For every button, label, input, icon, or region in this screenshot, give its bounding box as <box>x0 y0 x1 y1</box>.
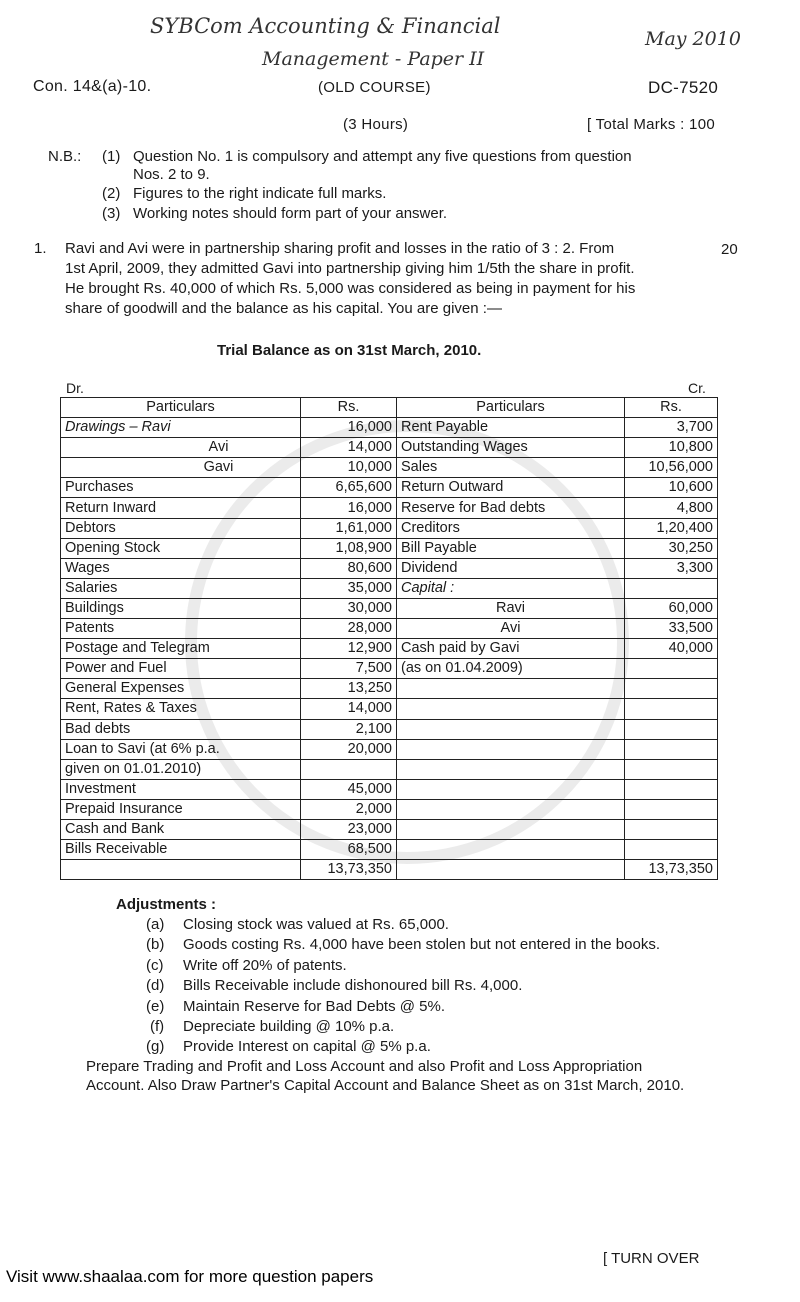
cr-particular <box>397 719 625 739</box>
dr-particular: Avi <box>61 438 301 458</box>
cr-particular <box>397 799 625 819</box>
dr-amount: 13,250 <box>301 679 397 699</box>
note-text: Question No. 1 is compulsory and attempt any five questions from question <box>133 148 632 165</box>
cr-amount: 33,500 <box>625 619 718 639</box>
adjustment-text: Closing stock was valued at Rs. 65,000. <box>183 916 449 933</box>
dr-amount: 14,000 <box>301 699 397 719</box>
cr-total: 13,73,350 <box>625 860 718 880</box>
cr-particular <box>397 699 625 719</box>
cr-amount: 30,250 <box>625 538 718 558</box>
table-row <box>61 659 718 679</box>
dr-amount: 28,000 <box>301 619 397 639</box>
adjustment-text: Provide Interest on capital @ 5% p.a. <box>183 1038 431 1055</box>
table-row <box>61 779 718 799</box>
dr-amount: 16,000 <box>301 498 397 518</box>
adjustment-text: Maintain Reserve for Bad Debts @ 5%. <box>183 998 446 1015</box>
footer-link[interactable]: Visit www.shaalaa.com for more question papers <box>6 1267 374 1286</box>
dr-particular: Bad debts <box>61 719 301 739</box>
cr-particular <box>397 840 625 860</box>
dr-particular: Wages <box>61 558 301 578</box>
instruction-line: Account. Also Draw Partner's Capital Account and Balance Sheet as on 31st March, 2010. <box>86 1077 685 1094</box>
dr-amount <box>301 759 397 779</box>
cr-amount: 3,700 <box>625 418 718 438</box>
cr-amount <box>625 799 718 819</box>
adjustments-title: Adjustments : <box>116 896 217 913</box>
dr-particular: Prepaid Insurance <box>61 799 301 819</box>
dr-particular: Power and Fuel <box>61 659 301 679</box>
dr-amount: 1,61,000 <box>301 518 397 538</box>
cr-particular: Dividend <box>397 558 625 578</box>
dr-amount: 45,000 <box>301 779 397 799</box>
trial-balance-table <box>60 397 718 880</box>
adjustment-text: Goods costing Rs. 4,000 have been stolen but not entered in the books. <box>183 936 660 953</box>
question-number: 1. <box>34 240 47 257</box>
course-label: (OLD COURSE) <box>318 79 431 96</box>
cr-particular: Sales <box>397 458 625 478</box>
cr-amount <box>625 679 718 699</box>
cr-particular: Avi <box>397 619 625 639</box>
adjustment-text: Bills Receivable include dishonoured bill Rs. 4,000. <box>183 977 523 994</box>
dr-amount: 30,000 <box>301 598 397 618</box>
dr-amount: 23,000 <box>301 819 397 839</box>
cr-amount <box>625 699 718 719</box>
dr-amount: 10,000 <box>301 458 397 478</box>
adjustment-number: (a) <box>146 916 165 933</box>
cr-amount <box>625 779 718 799</box>
cr-amount: 10,800 <box>625 438 718 458</box>
cr-particular: Reserve for Bad debts <box>397 498 625 518</box>
dr-particular: Opening Stock <box>61 538 301 558</box>
table-row <box>61 498 718 518</box>
adjustment-number: (b) <box>146 936 165 953</box>
cr-particular <box>397 819 625 839</box>
cr-particular <box>397 779 625 799</box>
table-row <box>61 478 718 498</box>
question-line: He brought Rs. 40,000 of which Rs. 5,000 was considered as being in payment for his <box>65 280 636 297</box>
dr-amount: 1,08,900 <box>301 538 397 558</box>
dr-label: Dr. <box>66 380 84 396</box>
table-row <box>61 739 718 759</box>
cr-particular <box>397 759 625 779</box>
dr-particular: Postage and Telegram <box>61 639 301 659</box>
dr-particular: General Expenses <box>61 679 301 699</box>
cr-particular: Creditors <box>397 518 625 538</box>
dr-particular: Bills Receivable <box>61 840 301 860</box>
dr-amount: 16,000 <box>301 418 397 438</box>
duration: (3 Hours) <box>343 116 409 133</box>
cr-amount <box>625 578 718 598</box>
cr-amount <box>625 759 718 779</box>
paper-code: DC-7520 <box>648 78 719 97</box>
handwritten-paper-title: Management - Paper II <box>262 48 485 70</box>
trial-balance-title: Trial Balance as on 31st March, 2010. <box>217 342 482 359</box>
dr-total: 13,73,350 <box>301 860 397 880</box>
cr-particular: Cash paid by Gavi <box>397 639 625 659</box>
cr-amount <box>625 659 718 679</box>
con-number: Con. 14&(a)-10. <box>33 78 152 95</box>
dr-particular: Purchases <box>61 478 301 498</box>
cr-amount: 40,000 <box>625 639 718 659</box>
dr-amount: 68,500 <box>301 840 397 860</box>
column-header: Rs. <box>625 398 718 418</box>
cr-particular: Outstanding Wages <box>397 438 625 458</box>
cr-particular: Return Outward <box>397 478 625 498</box>
question-line: 1st April, 2009, they admitted Gavi into partnership giving him 1/5th the share in profit. <box>65 260 635 277</box>
note-text: Working notes should form part of your answer. <box>133 205 448 222</box>
cr-particular: Bill Payable <box>397 538 625 558</box>
table-row <box>61 598 718 618</box>
dr-amount: 2,100 <box>301 719 397 739</box>
adjustment-number: (f) <box>150 1018 165 1035</box>
table-row <box>61 418 718 438</box>
question-line: share of goodwill and the balance as his capital. You are given :— <box>65 300 502 317</box>
dr-particular: Drawings – Ravi <box>61 418 301 438</box>
dr-particular: Rent, Rates & Taxes <box>61 699 301 719</box>
table-row <box>61 558 718 578</box>
table-row <box>61 458 718 478</box>
table-row <box>61 840 718 860</box>
table-total-row <box>61 860 718 880</box>
cr-particular: Capital : <box>397 578 625 598</box>
dr-amount: 7,500 <box>301 659 397 679</box>
question-line: Ravi and Avi were in partnership sharing profit and losses in the ratio of 3 : 2. From <box>65 240 615 257</box>
adjustment-number: (c) <box>146 957 164 974</box>
nb-label: N.B.: <box>48 148 82 165</box>
dr-particular: Investment <box>61 779 301 799</box>
instruction-line: Prepare Trading and Profit and Loss Account and also Profit and Loss Appropriation <box>86 1058 643 1075</box>
adjustment-number: (e) <box>146 998 165 1015</box>
cr-particular: (as on 01.04.2009) <box>397 659 625 679</box>
cr-particular <box>397 679 625 699</box>
note-number: (1) <box>102 148 121 165</box>
table-row <box>61 719 718 739</box>
adjustment-text: Write off 20% of patents. <box>183 957 347 974</box>
note-number: (2) <box>102 185 121 202</box>
cr-amount: 1,20,400 <box>625 518 718 538</box>
table-row <box>61 578 718 598</box>
table-row <box>61 438 718 458</box>
cr-particular: Rent Payable <box>397 418 625 438</box>
dr-particular: Return Inward <box>61 498 301 518</box>
cr-amount: 3,300 <box>625 558 718 578</box>
table-row <box>61 819 718 839</box>
table-row <box>61 538 718 558</box>
dr-particular: Patents <box>61 619 301 639</box>
note-text-continued: Nos. 2 to 9. <box>133 166 210 183</box>
table-row <box>61 799 718 819</box>
column-header: Particulars <box>397 398 625 418</box>
cr-particular: Ravi <box>397 598 625 618</box>
table-header-row <box>61 398 718 418</box>
handwritten-course-title: SYBCom Accounting & Financial <box>150 14 501 38</box>
dr-particular: Loan to Savi (at 6% p.a. <box>61 739 301 759</box>
adjustment-number: (d) <box>146 977 165 994</box>
table-row <box>61 619 718 639</box>
handwritten-date: May 2010 <box>645 28 741 50</box>
cr-amount <box>625 840 718 860</box>
table-row <box>61 759 718 779</box>
dr-amount: 14,000 <box>301 438 397 458</box>
cr-amount: 4,800 <box>625 498 718 518</box>
dr-particular: Salaries <box>61 578 301 598</box>
dr-amount: 6,65,600 <box>301 478 397 498</box>
note-text: Figures to the right indicate full marks. <box>133 185 387 202</box>
adjustment-text: Depreciate building @ 10% p.a. <box>183 1018 395 1035</box>
dr-particular: Gavi <box>61 458 301 478</box>
adjustment-number: (g) <box>146 1038 165 1055</box>
dr-amount: 2,000 <box>301 799 397 819</box>
dr-amount: 80,600 <box>301 558 397 578</box>
total-marks: [ Total Marks : 100 <box>587 116 715 133</box>
cr-amount: 10,56,000 <box>625 458 718 478</box>
cr-amount <box>625 819 718 839</box>
column-header: Rs. <box>301 398 397 418</box>
cr-amount <box>625 719 718 739</box>
cr-particular <box>397 739 625 759</box>
dr-particular: Debtors <box>61 518 301 538</box>
dr-particular: given on 01.01.2010) <box>61 759 301 779</box>
cr-amount <box>625 739 718 759</box>
table-row <box>61 518 718 538</box>
cr-amount: 60,000 <box>625 598 718 618</box>
turn-over: [ TURN OVER <box>603 1250 700 1267</box>
table-row <box>61 639 718 659</box>
dr-particular: Cash and Bank <box>61 819 301 839</box>
table-row <box>61 679 718 699</box>
question-marks: 20 <box>721 241 738 258</box>
dr-amount: 20,000 <box>301 739 397 759</box>
cr-label: Cr. <box>688 380 706 396</box>
cr-amount: 10,600 <box>625 478 718 498</box>
dr-amount: 35,000 <box>301 578 397 598</box>
column-header: Particulars <box>61 398 301 418</box>
dr-amount: 12,900 <box>301 639 397 659</box>
table-row <box>61 699 718 719</box>
note-number: (3) <box>102 205 121 222</box>
dr-particular: Buildings <box>61 598 301 618</box>
